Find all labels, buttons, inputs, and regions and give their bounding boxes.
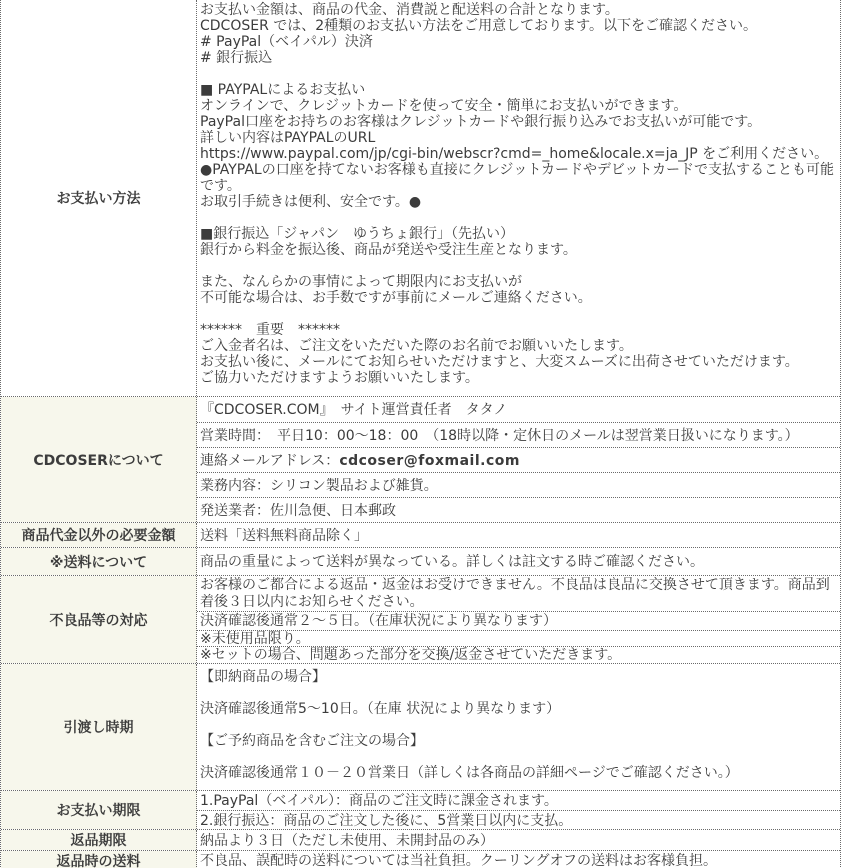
- table-row-shipping-note: [1, 547, 840, 575]
- row-content-delivery-time: [197, 664, 840, 790]
- table-row-return-deadline: [1, 829, 840, 850]
- text-line: 決済確認後通常5～10日。（在庫 状況により異なります）: [200, 701, 561, 717]
- text-line: ご入金者名は、ご注文をいただいた際のお名前でお願いいたします。: [200, 338, 633, 354]
- row-cell: [197, 664, 840, 782]
- email-label: 連絡メールアドレス：: [200, 452, 340, 469]
- row-cell: [197, 397, 840, 422]
- row-cell: [197, 630, 840, 646]
- row-cell: [197, 422, 840, 447]
- text-line: 詳しい内容はPAYPALのURL: [200, 130, 376, 146]
- text-line: 業務内容：シリコン製品および雑貨。: [200, 477, 438, 494]
- text-line: ※未使用品限り。: [200, 631, 310, 646]
- row-content-shipping-note: [197, 548, 840, 575]
- table-row-defective-items: [1, 575, 840, 663]
- email-address: cdcoser@foxmail.com: [339, 452, 520, 469]
- row-header-payment-method: お支払い方法: [1, 0, 197, 396]
- row-content-about-cdcoser: [197, 397, 840, 522]
- text-line: 2.銀行振込：商品のご注文した後に、5営業日以内に支払。: [200, 813, 573, 829]
- text-line: [200, 717, 838, 733]
- row-header-return-deadline: 返品期限: [1, 830, 197, 850]
- text-line: 商品の重量によって送料が異なっている。詳しくは註文する時ご確認ください。: [200, 554, 704, 570]
- row-cell: [197, 576, 840, 611]
- text-line: お客様のご都合による返品・返金はお受けできません。不良品は良品に交換させて頂きます。商品到着後３日以内にお知らせください。: [200, 577, 830, 610]
- text-line: [200, 258, 838, 274]
- table-row-payment-deadline: [1, 790, 840, 829]
- text-line: ****** 重要 ******: [200, 322, 340, 338]
- row-content-extra-fees: [197, 523, 840, 547]
- row-header-return-shipping: 返品時の送料: [1, 851, 197, 868]
- row-header-extra-fees: 商品代金以外の必要金額: [1, 523, 197, 547]
- text-line: [200, 66, 838, 82]
- row-cell: [197, 611, 840, 630]
- row-cell: [197, 646, 840, 663]
- text-line: CDCOSER では、2種類のお支払い方法をご用意しております。以下をご確認ください。: [200, 18, 758, 34]
- text-line: 1.PayPal（ベイパル）：商品のご注文時に課金されます。: [200, 793, 558, 809]
- text-line: PayPal口座をお持ちのお客様はクレジットカードや銀行振り込みでお支払いが可能です。: [200, 114, 762, 130]
- text-line: [200, 306, 838, 322]
- text-line: 【即納商品の場合】: [200, 669, 326, 685]
- text-line: 決済確認後通常１０－２０営業日（詳しくは各商品の詳細ページでご確認ください。）: [200, 765, 739, 781]
- text-line: # 銀行振込: [200, 50, 273, 66]
- text-line: お支払い後に、メールにてお知らせいただけますと、大変スムーズに出荷させていただけます。: [200, 354, 799, 370]
- row-content-payment-deadline: [197, 791, 840, 829]
- row-content-return-deadline: [197, 830, 840, 850]
- text-line: お取引手続きは便利、安全です。●: [200, 194, 422, 210]
- text-line: また、なんらかの事情によって期限内にお支払いが: [200, 274, 522, 290]
- text-line: 不良品、誤配時の送料については当社負担。クーリングオフの送料はお客様負担。: [200, 852, 718, 868]
- text-line: [200, 210, 838, 226]
- row-cell: [197, 548, 840, 575]
- row-header-about-cdcoser: CDCOSERについて: [1, 397, 197, 522]
- row-cell: [197, 472, 840, 497]
- text-line: 決済確認後通常２～５日。（在庫状況により異なります）: [200, 613, 557, 629]
- row-cell: [197, 830, 840, 850]
- text-line: 不可能な場合は、お手数ですが事前にメールご連絡ください。: [200, 290, 592, 306]
- table-row-extra-fees: [1, 522, 840, 547]
- text-line: [200, 453, 520, 469]
- text-line: 『CDCOSER.COM』 サイト運営責任者 タタノ: [200, 402, 508, 418]
- text-line: https://www.paypal.com/jp/cgi-bin/webscr?cmd=_home&locale.x=ja_JP をご利用ください。: [200, 146, 829, 162]
- row-cell: [197, 523, 840, 547]
- row-cell: [197, 0, 840, 387]
- text-line: 【ご予約商品を含むご注文の場合】: [200, 733, 424, 749]
- row-content-defective-items: [197, 576, 840, 663]
- row-header-shipping-note: ※送料について: [1, 548, 197, 575]
- row-header-payment-deadline: お支払い期限: [1, 791, 197, 829]
- text-line: お支払い金額は、商品の代金、消費説と配送料の合計となります。: [200, 2, 619, 18]
- text-line: ●PAYPALの口座を持てないお客様も直接にクレジットカードやデビットカードで支払することも可能です。: [200, 162, 834, 194]
- text-line: 営業時間： 平日10：00～18：00 （18時以降・定休日のメールは翌営業日扱いになります。）: [200, 427, 799, 444]
- text-line: 銀行から料金を振込後、商品が発送や受注生産となります。: [200, 242, 577, 258]
- text-line: 発送業者：佐川急便、日本郵政: [200, 502, 396, 519]
- text-line: ■ PAYPALによるお支払い: [200, 82, 366, 98]
- row-cell: [197, 497, 840, 522]
- text-line: [200, 749, 838, 765]
- text-line: 送料「送料無料商品除く」: [200, 527, 368, 544]
- table-row-return-shipping: [1, 850, 840, 868]
- table-row-payment-method: [1, 0, 840, 396]
- row-header-defective-items: 不良品等の対応: [1, 576, 197, 663]
- row-cell: [197, 791, 840, 810]
- text-line: [200, 685, 838, 701]
- text-line: 納品より３日（ただし未使用、未開封品のみ）: [200, 832, 494, 849]
- text-line: オンラインで、クレジットカードを使って安全・簡単にお支払いができます。: [200, 98, 688, 114]
- text-line: # PayPal（ベイパル）決済: [200, 34, 373, 50]
- text-line: ご協力いただけますようお願いいたします。: [200, 370, 479, 386]
- table-row-delivery-time: [1, 663, 840, 790]
- row-content-payment-method: [197, 0, 840, 396]
- text-line: ※セットの場合、問題あった部分を交換/返金させていただきます。: [200, 647, 622, 663]
- row-cell: [197, 447, 840, 472]
- text-line: ■銀行振込「ジャパン ゆうちょ銀行」（先払い）: [200, 226, 514, 242]
- row-cell: [197, 851, 840, 868]
- row-content-return-shipping: [197, 851, 840, 868]
- row-header-delivery-time: 引渡し時期: [1, 664, 197, 790]
- row-cell: [197, 810, 840, 829]
- table-row-about-cdcoser: [1, 396, 840, 522]
